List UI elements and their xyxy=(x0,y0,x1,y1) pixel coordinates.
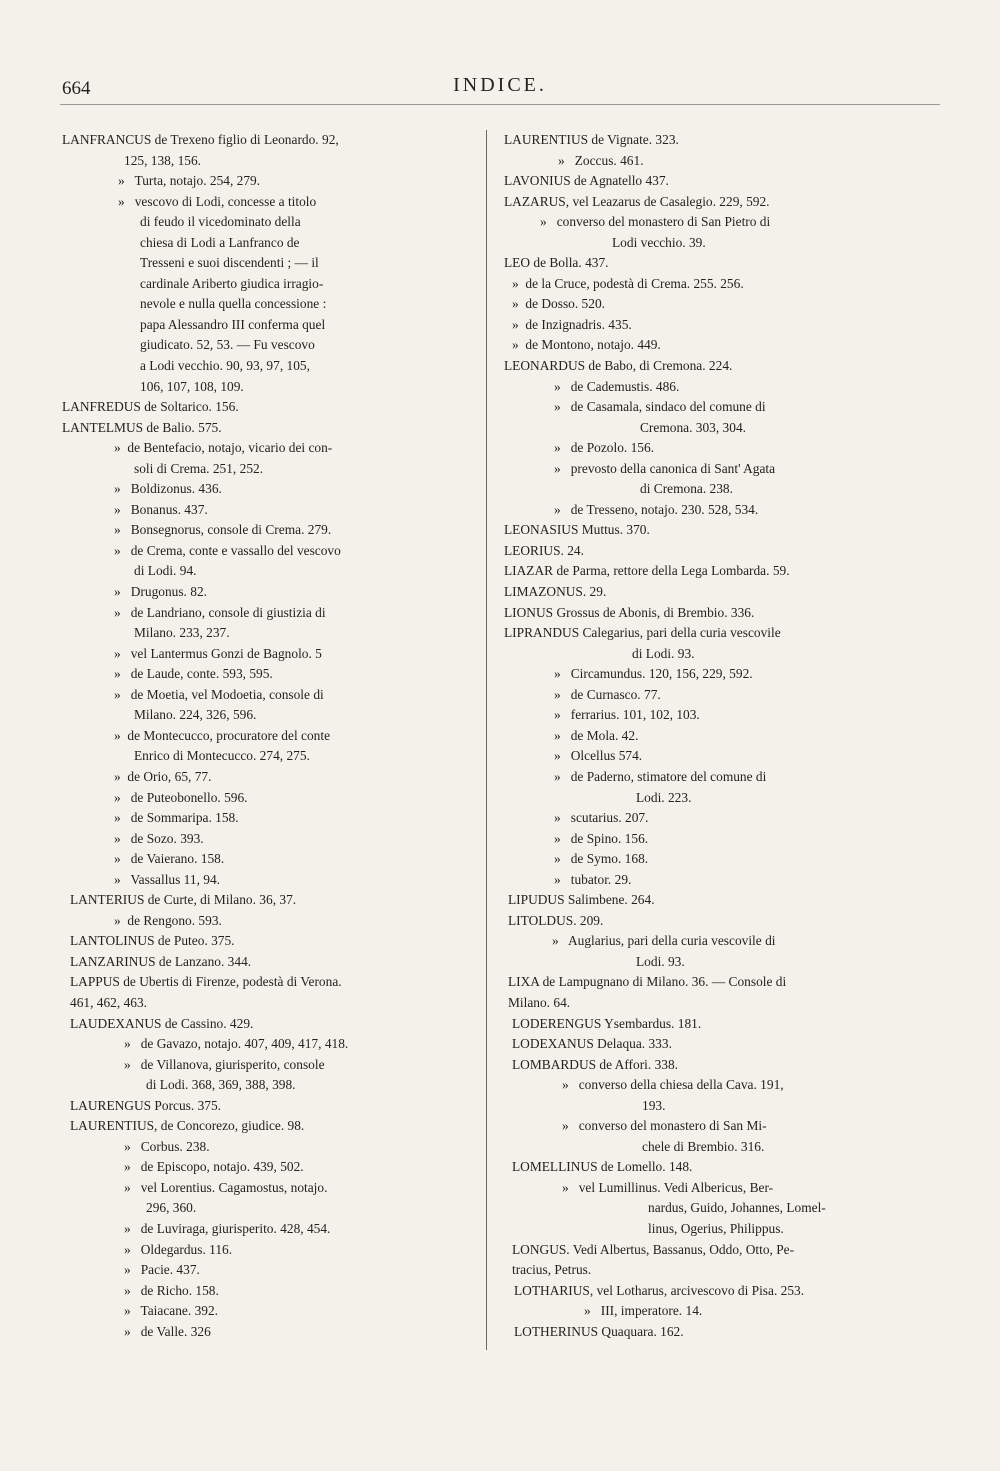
index-line: Enrico di Montecucco. 274, 275. xyxy=(134,748,310,764)
index-line: » de Moetia, vel Modoetia, console di xyxy=(114,686,324,702)
index-line: LAZARUS, vel Leazarus de Casalegio. 229, 592. xyxy=(504,193,770,209)
index-line: LIMAZONUS. 29. xyxy=(504,584,607,600)
column-divider xyxy=(486,130,487,1350)
index-line: Lodi. 223. xyxy=(636,789,692,805)
index-line: » de Bentefacio, notajo, vicario dei con- xyxy=(114,440,333,456)
index-line: » Bonsegnorus, console di Crema. 279. xyxy=(114,522,332,538)
index-line: LEONARDUS de Babo, di Cremona. 224. xyxy=(504,358,733,374)
index-line: LANTERIUS de Curte, di Milano. 36, 37. xyxy=(70,892,297,908)
index-line: Lodi vecchio. 39. xyxy=(612,234,706,250)
index-line: LAURENTIUS, de Concorezo, giudice. 98. xyxy=(70,1118,305,1134)
index-line: LONGUS. Vedi Albertus, Bassanus, Oddo, Otto, Pe- xyxy=(512,1241,795,1257)
index-line: » de Symo. 168. xyxy=(554,851,649,867)
index-line: LAURENGUS Porcus. 375. xyxy=(70,1097,222,1113)
page-number: 664 xyxy=(62,78,91,99)
index-line: » vescovo di Lodi, concesse a titolo xyxy=(118,193,317,209)
index-line: » tubator. 29. xyxy=(554,871,632,887)
index-line: » Taiacane. 392. xyxy=(124,1303,219,1319)
index-line: » de Curnasco. 77. xyxy=(554,686,661,702)
index-line: LIPUDUS Salimbene. 264. xyxy=(508,892,655,908)
index-line: nardus, Guido, Johannes, Lomel- xyxy=(648,1200,826,1216)
index-line: » de Rengono. 593. xyxy=(114,912,222,928)
index-line: » de Laude, conte. 593, 595. xyxy=(114,666,273,682)
index-line: » Boldizonus. 436. xyxy=(114,481,222,497)
index-line: » de Vaierano. 158. xyxy=(114,851,225,867)
index-line: LOMBARDUS de Affori. 338. xyxy=(512,1056,679,1072)
index-line: LANZARINUS de Lanzano. 344. xyxy=(70,953,252,969)
index-line: » de Villanova, giurisperito, console xyxy=(124,1056,325,1072)
index-line: » Turta, notajo. 254, 279. xyxy=(118,173,261,189)
index-line: tracius, Petrus. xyxy=(512,1262,592,1278)
index-line: LANTELMUS de Balio. 575. xyxy=(62,419,222,435)
index-line: LOTHERINUS Quaquara. 162. xyxy=(514,1323,684,1339)
index-line: Milano. 64. xyxy=(508,994,571,1010)
index-column-left xyxy=(62,130,460,1342)
index-line: » converso del monastero di San Mi- xyxy=(562,1118,767,1134)
index-line: » Bonanus. 437. xyxy=(114,501,208,517)
index-line: » de Luviraga, giurisperito. 428, 454. xyxy=(124,1220,331,1236)
index-line: » de Dosso. 520. xyxy=(512,296,605,312)
index-line: papa Alessandro III conferma quel xyxy=(140,316,326,332)
index-line: » de Montono, notajo. 449. xyxy=(512,337,661,353)
index-line: » vel Lantermus Gonzi de Bagnolo. 5 xyxy=(114,645,322,661)
index-line: » de Montecucco, procuratore del conte xyxy=(114,727,331,743)
index-line: LITOLDUS. 209. xyxy=(508,912,604,928)
index-line: di Lodi. 368, 369, 388, 398. xyxy=(146,1077,296,1093)
index-line: » scutarius. 207. xyxy=(554,810,649,826)
index-line: » de Paderno, stimatore del comune di xyxy=(554,768,767,784)
index-line: cardinale Ariberto giudica irragio- xyxy=(140,275,324,291)
index-line: » Vassallus 11, 94. xyxy=(114,871,221,887)
index-line: » de Mola. 42. xyxy=(554,727,639,743)
index-line: LAURENTIUS de Vignate. 323. xyxy=(504,132,679,147)
index-line: » Corbus. 238. xyxy=(124,1138,210,1154)
index-line: 106, 107, 108, 109. xyxy=(140,378,244,394)
index-line: » de Puteobonello. 596. xyxy=(114,789,248,805)
index-line: » Olcellus 574. xyxy=(554,748,643,764)
index-line: » de Casamala, sindaco del comune di xyxy=(554,399,766,415)
index-line: LAVONIUS de Agnatello 437. xyxy=(504,173,669,189)
index-line: LAPPUS de Ubertis di Firenze, podestà di Verona. xyxy=(70,974,342,990)
index-line: » de Inzignadris. 435. xyxy=(512,316,632,332)
index-line: Tresseni e suoi discendenti ; — il xyxy=(140,255,319,271)
index-line: » de Spino. 156. xyxy=(554,830,649,846)
index-line: » III, imperatore. 14. xyxy=(584,1303,703,1319)
index-line: LIXA de Lampugnano di Milano. 36. — Console di xyxy=(508,974,787,990)
index-line: linus, Ogerius, Philippus. xyxy=(648,1220,784,1236)
index-line: » de Valle. 326 xyxy=(124,1323,211,1339)
index-line: » de Cademustis. 486. xyxy=(554,378,680,394)
header-rule xyxy=(60,104,940,105)
index-line: » Drugonus. 82. xyxy=(114,584,207,600)
index-line: » de Tresseno, notajo. 230. 528, 534. xyxy=(554,501,759,517)
index-line: di Lodi. 93. xyxy=(632,645,695,661)
index-line: chiesa di Lodi a Lanfranco de xyxy=(140,234,300,250)
index-line: a Lodi vecchio. 90, 93, 97, 105, xyxy=(140,358,310,374)
index-line: 461, 462, 463. xyxy=(70,994,147,1010)
index-line: » de Orio, 65, 77. xyxy=(114,768,212,784)
index-line: » de Landriano, console di giustizia di xyxy=(114,604,326,620)
index-line: di Cremona. 238. xyxy=(640,481,733,497)
index-line: » converso della chiesa della Cava. 191, xyxy=(562,1077,784,1093)
index-line: » Oldegardus. 116. xyxy=(124,1241,233,1257)
index-line: Lodi. 93. xyxy=(636,953,685,969)
index-line: LIAZAR de Parma, rettore della Lega Lombarda. 59. xyxy=(504,563,790,579)
index-line: » de Crema, conte e vassallo del vescovo xyxy=(114,542,341,558)
index-line: giudicato. 52, 53. — Fu vescovo xyxy=(140,337,315,353)
index-line: » de Episcopo, notajo. 439, 502. xyxy=(124,1159,304,1175)
index-line: » vel Lumillinus. Vedi Albericus, Ber- xyxy=(562,1179,774,1195)
index-line: » de Richo. 158. xyxy=(124,1282,219,1298)
index-line: LIONUS Grossus de Abonis, di Brembio. 336. xyxy=(504,604,755,620)
index-line: LODEXANUS Delaqua. 333. xyxy=(512,1036,672,1052)
index-line: » de Gavazo, notajo. 407, 409, 417, 418. xyxy=(124,1036,349,1052)
index-line: » Pacie. 437. xyxy=(124,1262,200,1278)
index-line: » converso del monastero di San Pietro di xyxy=(540,214,771,230)
index-line: LOMELLINUS de Lomello. 148. xyxy=(512,1159,693,1175)
index-line: di feudo il vicedominato della xyxy=(140,214,301,230)
index-line: LANFREDUS de Soltarico. 156. xyxy=(62,399,239,415)
index-column-right xyxy=(504,130,908,1342)
index-line: LEONASIUS Muttus. 370. xyxy=(504,522,650,538)
index-line: LOTHARIUS, vel Lotharus, arcivescovo di Pisa. 253. xyxy=(514,1282,805,1298)
index-line: Cremona. 303, 304. xyxy=(640,419,746,435)
index-line: chele di Brembio. 316. xyxy=(642,1138,765,1154)
index-line: » Zoccus. 461. xyxy=(558,152,644,168)
index-line: » Auglarius, pari della curia vescovile di xyxy=(552,933,776,949)
index-line: » de Pozolo. 156. xyxy=(554,440,655,456)
index-line: soli di Crema. 251, 252. xyxy=(134,460,264,476)
index-line: Milano. 233, 237. xyxy=(134,625,230,641)
index-line: » de la Cruce, podestà di Crema. 255. 256. xyxy=(512,275,744,291)
index-line: LIPRANDUS Calegarius, pari della curia vescovile xyxy=(504,625,781,641)
index-line: » vel Lorentius. Cagamostus, notajo. xyxy=(124,1179,328,1195)
running-head: INDICE. xyxy=(453,74,547,96)
index-line: Milano. 224, 326, 596. xyxy=(134,707,257,723)
index-line: nevole e nulla quella concessione : xyxy=(140,296,327,312)
index-line: LEO de Bolla. 437. xyxy=(504,255,609,271)
index-line: 296, 360. xyxy=(146,1200,197,1216)
index-line: LODERENGUS Ysembardus. 181. xyxy=(512,1015,702,1031)
index-line: » Circamundus. 120, 156, 229, 592. xyxy=(554,666,753,682)
index-line: LEORIUS. 24. xyxy=(504,542,584,558)
index-line: LANTOLINUS de Puteo. 375. xyxy=(70,933,235,949)
index-line: » de Sommaripa. 158. xyxy=(114,810,239,826)
index-line: di Lodi. 94. xyxy=(134,563,197,579)
index-line: » prevosto della canonica di Sant' Agata xyxy=(554,460,776,476)
index-line: LANFRANCUS de Trexeno figlio di Leonardo. 92, xyxy=(62,132,339,147)
index-line: 193. xyxy=(642,1097,666,1113)
index-line: LAUDEXANUS de Cassino. 429. xyxy=(70,1015,254,1031)
index-line: » de Sozo. 393. xyxy=(114,830,204,846)
index-line: 125, 138, 156. xyxy=(124,152,201,168)
index-line: » ferrarius. 101, 102, 103. xyxy=(554,707,700,723)
